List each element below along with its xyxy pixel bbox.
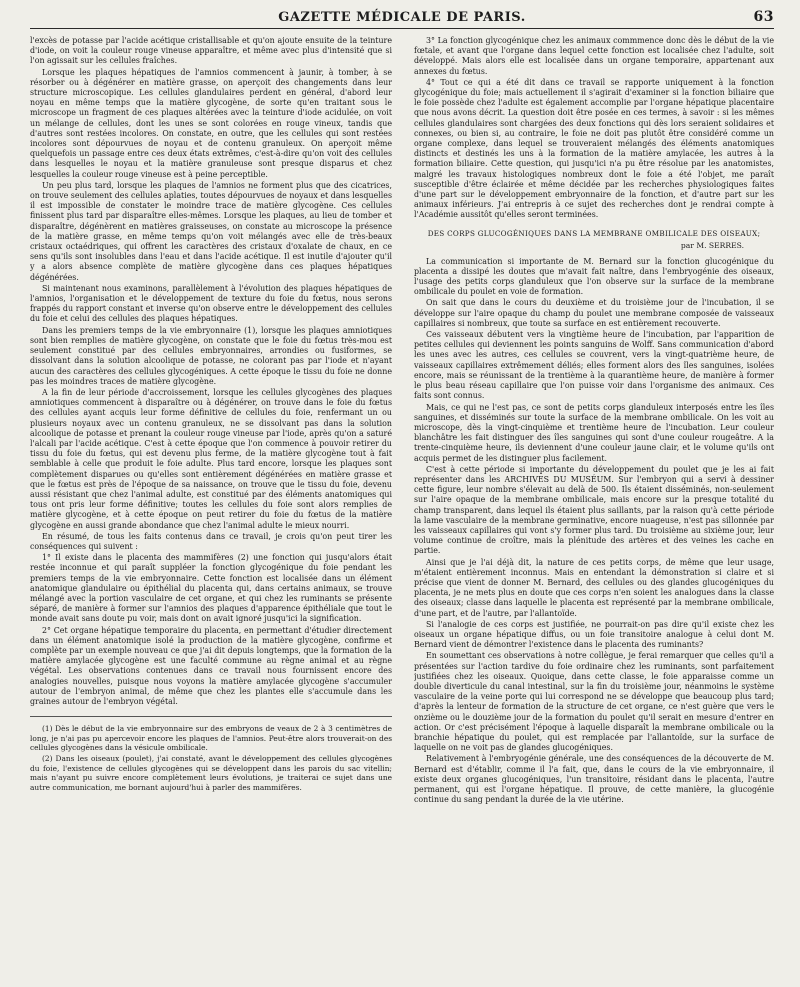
page-header xyxy=(30,6,774,29)
paragraph: 1° Il existe dans le placenta des mammifères (2) une fonction qui jusqu'alors était restée inconnue et qui paraît suppléer la fonction glycogénique du foie pendant les premiers temps de la vie embryonnaire. Cette fonction est localisée dans un élément anatomique glandulaire ou épithélial du placenta qui, dans certains animaux, se trouve mélangé avec la portion vasculaire de cet organe, et qui chez les ruminants se présente séparé, de manière à former sur l'amnios des plaques d'apparence épithéliale que tout le monde avait sans doute pu voir, mais dont on avait ignoré jusqu'ici la signification. xyxy=(30,553,392,624)
right-column xyxy=(414,36,774,981)
paragraph: En soumettant ces observations à notre collègue, je ferai remarquer que celles qu'il a présentées sur l'action tardive du foie ordinaire chez les ruminants, sont parfaitement justifiées chez les oiseaux. Quoique, dans cette classe, le foie apparaisse comme un double diverticule du canal intestinal, sur la fin du troisième jour, néanmoins le système vasculaire de la veine porte qui lui correspond ne se développe que beaucoup plus tard; d'après la lenteur de formation de la structure de cet organe, ce n'est guère que vers le onzième ou le douzième jour de la formation du poulet qu'il serait en mesure d'entrer en action. Or c'est précisément l'époque à laquelle disparaît la membrane ombilicale ou la branchie hépatique du poulet, qui est remplacée par l'allantoïde, sur la surface de laquelle on ne voit pas de glandes glucogéniques. xyxy=(414,651,774,753)
paragraph: Un peu plus tard, lorsque les plaques de l'amnios ne forment plus que des cicatrices, on trouve seulement des cellules aplaties, toutes dépourvues de noyaux et dans lesquelles il est impossible de constater le moindre trace de matière glycogène. Ces cellules finissent plus tard par disparaître elles-mêmes. Lorsque les plaques, au lieu de tomber et disparaître, dégénèrent en matières graisseuses, on constate au microscope la présence de la matière grasse, en même temps qu'on voit mélangés avec elle de très-beaux cristaux octaédriques, qui offrent les caractères des cristaux d'oxalate de chaux, en ce sens qu'ils sont insolubles dans l'eau et dans l'acide acétique. Il est inutile d'ajouter qu'il y a alors absence complète de matière glycogène dans ces plaques hépatiques dégénérées. xyxy=(30,180,392,282)
paragraph: On sait que dans le cours du deuxième et du troisième jour de l'incubation, il se développe sur l'aire opaque du champ du poulet une membrane composée de vaisseaux capillaires si nombreux, que toute sa surface en est entièrement recouverte. xyxy=(414,298,774,328)
footnotes xyxy=(30,724,392,792)
paragraph: 4° Tout ce qui a été dit dans ce travail se rapporte uniquement à la fonction glycogénique du foie; mais actuellement il s'agirait d'examiner si la fonction biliaire que le foie possède chez l'adulte est également accomplie par l'organe hépatique placentaire que nous avons décrit. La question doit être posée en ces termes, à savoir : si les mêmes cellules glandulaires sont chargées des deux fonctions qui dès lors seraient solidaires et connexes, ou bien si, au contraire, le foie ne doit pas plutôt être considéré comme un organe complexe, dans lequel se trouveraient mélangés des éléments anatomiques distincts et destinés les uns à la formation de la matière amylacée, les autres à la formation biliaire. Cette question, qui jusqu'ici n'a pu être résolue par les anatomistes, malgré les travaux histologiques nombreux dont le foie a été l'objet, me paraît susceptible d'être éclairée et même décidée par les recherches physiologiques faites d'une part sur le développement embryonnaire de la fonction, et d'autre part sur les animaux inférieurs. J'ai entrepris à ce sujet des recherches dont je rendrai compte à l'Académie aussitôt qu'elles seront terminées. xyxy=(414,77,774,220)
paragraph: 3° La fonction glycogénique chez les animaux commmence donc dès le début de la vie fœtale, et avant que l'organe dans lequel cette fonction est localisée chez l'adulte, soit développé. Mais alors elle est localisée dans un organe temporaire, appartenant aux annexes du fœtus. xyxy=(414,36,774,76)
article-author: par M. SERRES. xyxy=(680,240,744,250)
text-columns xyxy=(30,36,774,981)
article-title: DES CORPS GLUCOGÉNIQUES DANS LA MEMBRANE OMBILICALE DES OISEAUX; xyxy=(427,228,761,238)
paragraph: l'excès de potasse par l'acide acétique cristallisable et qu'on ajoute ensuite de la teinture d'iode, on voit la couleur rouge vineuse apparaître, et même avec plus d'intensité que si l'on agissait sur les cellules fraîches. xyxy=(30,36,392,66)
paragraph: Dans les premiers temps de la vie embryonnaire (1), lorsque les plaques amniotiques sont bien remplies de matière glycogène, on constate que le foie du fœtus très-mou est seulement constitué par des cellules embryonnaires, arrondies ou fusiformes, se dissolvant dans la solution alcoolique de potasse, ne colorant pas par l'iode et n'ayant aucun des caractères des cellules glycogéniques. A cette époque le tissu du foie ne donne pas les moindres traces de matière glycogène. xyxy=(30,325,392,386)
footnote: (2) Dans les oiseaux (poulet), j'ai constaté, avant le développement des cellules glycogènes du foie, l'existence de cellules glycogènes qui se développent dans les parois du sac vitellin; mais n'ayant pu suivre encore complètement leurs évolutions, je traiterai ce sujet dans une autre communication, me bornant aujourd'hui à parler des mammifères. xyxy=(30,753,392,792)
paragraph: A la fin de leur période d'accroissement, lorsque les cellules glycogènes des plaques amniotiques commencent à disparaître ou à dégénérer, on trouve dans le foie du fœtus des cellules ayant acquis leur forme définitive de cellules du foie, renfermant un ou plusieurs noyaux avec un contenu granuleux, ne se dissolvant pas dans la solution alcoolique de potasse et prenant la couleur rouge vineuse par l'iode, après qu'on a saturé l'alcali par l'acide acétique. C'est à cette époque que l'on commence à pouvoir retirer du tissu du foie du fœtus, qui est devenu plus ferme, de la matière glycogène tout à fait semblable à celle que produit le foie adulte. Plus tard encore, lorsque les plaques sont complètement disparues ou qu'elles sont entièrement dégénérées en matière grasse et que le fœtus est près de l'époque de sa naissance, on trouve que le tissu du foie, devenu aussi résistant que chez l'animal adulte, est constitué par des éléments anatomiques qui tous ont pris leur forme définitive; toutes les cellules du foie sont alors remplies de matière glycogène, et à cette époque on peut retirer du foie du fœtus de la matière glycogène en aussi grande abondance que chez l'animal adulte le mieux nourri. xyxy=(30,387,392,530)
paragraph: Ainsi que je l'ai déjà dit, la nature de ces petits corps, de même que leur usage, m'étaient entièrement inconnus. Mais en entendant la démonstration si claire et si précise que vient de donner M. Bernard, des cellules ou des glandes glucogéniques du placenta, je ne mets plus en doute que ces corps n'en soient les analogues dans la classe des oiseaux; classe dans laquelle le placenta est représenté par la membrane ombilicale, d'une part, et de l'autre, par l'allantoïde. xyxy=(414,557,774,618)
paragraph: Lorsque les plaques hépatiques de l'amnios commencent à jaunir, à tomber, à se résorber ou à dégénérer en matière grasse, on aperçoit des changements dans leur structure microscopique. Les cellules glandulaires perdent en général, d'abord leur noyau en même temps que la matière glycogène, de sorte qu'en traitant sous le microscope un fragment de ces plaques altérées avec la teinture d'iode acidulée, on voit un mélange de cellules, dont les unes se sont colorées en rouge vineux, tandis que d'autres sont restées incolores. On constate, en outre, que les cellules qui sont restées incolores sont dépourvues de noyau et de contenu granuleux. On aperçoit même quelquefois un passage entre ces deux états extrêmes, c'est-à-dire qu'on voit des cellules dans lesquelles le noyau et la matière granuleuse sont presque disparus et chez lesquelles la couleur rouge vineuse est à peine perceptible. xyxy=(30,67,392,179)
paragraph: 2° Cet organe hépatique temporaire du placenta, en permettant d'étudier directement dans un élément anatomique isolé la production de la matière glycogène, confirme et complète par un exemple nouveau ce que j'ai dit depuis longtemps, que la formation de la matière amylacée glycogène est une faculté commune au règne animal et au règne végétal. Les observations contenues dans ce travail nous fournissent encore des analogies nouvelles, puisque nous voyons la matière amylacée glycogène s'accumuler autour de l'embryon animal, de même que chez les plantes elle s'accumule dans les graines autour de l'embryon végétal. xyxy=(30,625,392,706)
paragraph: C'est à cette période si importante du développement du poulet que je les ai fait représenter dans les ARCHIVES DU MUSÉUM. Sur l'embryon qui a servi à dessiner cette figure, leur nombre s'élevait au delà de 500. Ils étaient disséminés, non-seulement sur l'aire opaque de la membrane ombilicale, mais encore sur la presque totalité du champ transparent, dans lequel ils étaient plus saillants, par la raison qu'à cette période la lame vasculaire de la membrane germinative, encore nuageuse, n'est pas sillonnée par les vaisseaux capillaires qui vont s'y former plus tard. Du troisième au sixième jour, leur volume continue de croître, mais la plénitude des artères et des veines les cache en partie. xyxy=(414,464,774,556)
paragraph: Relativement à l'embryogénie générale, une des conséquences de la découverte de M. Bernard est d'établir, comme il l'a fait, que, dans le cours de la vie embryonnaire, il existe deux organes glucogéniques, l'un transitoire, résidant dans le placenta, l'autre permanent, qui est l'organe hépatique. Il prouve, de cette manière, la glucogénie continue du sang pendant la durée de la vie utérine. xyxy=(414,754,774,805)
paragraph: Si maintenant nous examinons, parallèlement à l'évolution des plaques hépatiques de l'amnios, l'organisation et le développement de texture du foie du fœtus, nous serons frappés du rapport constant et inverse qu'on observe entre le développement des cellules du foie et celui des cellules des plaques hépatiques. xyxy=(30,283,392,324)
footnote-divider xyxy=(30,716,392,717)
left-column xyxy=(30,36,392,981)
paragraph: Si l'analogie de ces corps est justifiée, ne pourrait-on pas dire qu'il existe chez les oiseaux un organe hépatique diffus, ou un foie transitoire analogue à celui dont M. Bernard vient de démontrer l'existence dans le placenta des ruminants? xyxy=(414,619,774,650)
footnote: (1) Dès le début de la vie embryonnaire sur des embryons de veaux de 2 à 3 centimètres de long, je n'ai pas pu apercevoir encore les plaques de l'amnios. Peut-être alors trouverait-on des cellules glycogènes dans la vésicule ombilicale. xyxy=(30,724,392,753)
journal-title: GAZETTE MÉDICALE DE PARIS. xyxy=(278,10,526,25)
page-number: 63 xyxy=(753,9,774,25)
paragraph: Mais, ce qui ne l'est pas, ce sont de petits corps glanduleux interposés entre les îles sanguines, et disséminés sur toute la surface de la membrane ombilicale. On les voit au microscope, dès la vingt-cinquième et trentième heure de l'incubation. Leur couleur blanchâtre les fait distinguer des îles sanguines qui sont d'une couleur rougeâtre. A la trente-cinquième heure, ils deviennent d'une couleur jaune clair, et le volume qu'ils ont acquis permet de les distinguer plus facilement. xyxy=(414,402,774,463)
paragraph: La communication si importante de M. Bernard sur la fonction glucogénique du placenta a dissipé les doutes que m'avait fait naître, dans l'embryogénie des oiseaux, l'usage des petits corps glanduleux que l'on observe sur la surface de la membrane ombilicale du poulet en voie de formation. xyxy=(414,256,774,297)
paragraph: Ces vaisseaux débutent vers la vingtième heure de l'incubation, par l'apparition de petites cellules qui deviennent les points sanguins de Wolff. Sans communication d'abord les unes avec les autres, ces cellules se couvrent, vers la vingt-quatrième heure, de vaisseaux capillaires extrêmement déliés; elles forment alors des îles sanguines, isolées encore, mais se réunissant de la trentième à la quarantième heure, de manière à former le plus beau réseau capillaire que l'on puisse voir dans l'organisme des animaux. Ces faits sont connus. xyxy=(414,330,774,401)
paragraph: En résumé, de tous les faits contenus dans ce travail, je crois qu'on peut tirer les conséquences qui suivent : xyxy=(30,531,392,551)
